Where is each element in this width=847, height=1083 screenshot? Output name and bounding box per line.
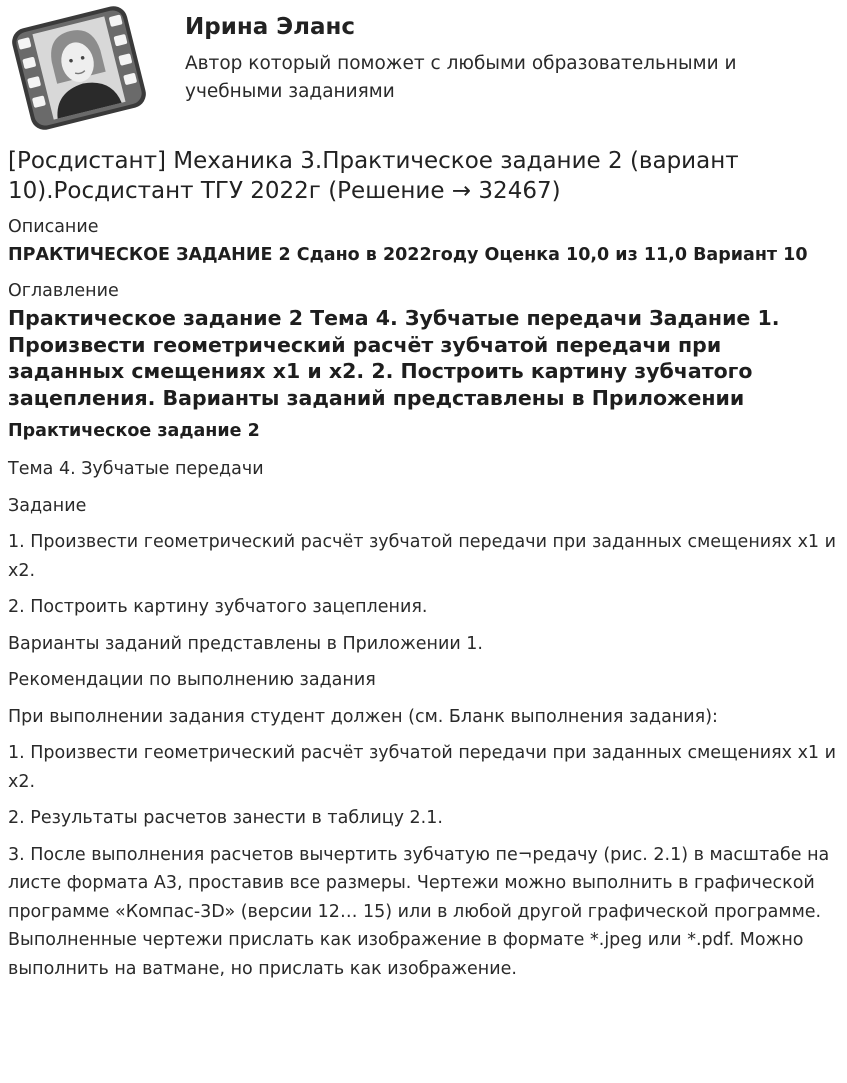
section-title: Практическое задание 2: [8, 421, 260, 441]
author-header: [0, 0, 847, 135]
description-text: ПРАКТИЧЕСКОЕ ЗАДАНИЕ 2 Сдано в 2022году Оценка 10,0 из 11,0 Вариант 10: [8, 245, 808, 265]
paragraph: 3. После выполнения расчетов вычертить зубчатую пе¬редачу (рис. 2.1) в масштабе на листе формата А3, проставив все размеры. Чертежи можно выполнить в графической программе «Компас-3D» (версии 12… 15) или в любой другой графической программе. Выполненные чертежи прислать как изображение в формате *.jpeg или *.pdf. Можно выполнить на ватмане, но прислать как изображение.: [8, 844, 830, 979]
paragraph: 1. Произвести геометрический расчёт зубчатой передачи при заданных смещениях x1 и x2.: [8, 743, 837, 792]
document-content: [8, 146, 843, 983]
document-title: [Росдистант] Механика 3.Практическое задание 2 (вариант 10).Росдистант ТГУ 2022г (Решение → 32467): [8, 148, 739, 204]
paragraph: 2. Построить картину зубчатого зацепления.: [8, 597, 428, 617]
toc-heading: Практическое задание 2 Тема 4. Зубчатые передачи Задание 1. Произвести геометрический расчёт зубчатой передачи при заданных смещениях x1 и x2. 2. Построить картину зубчатого зацепления. Варианты заданий представлены в Приложении: [8, 306, 780, 410]
paragraph: Рекомендации по выполнению задания: [8, 670, 376, 690]
paragraph: Тема 4. Зубчатые передачи: [8, 459, 264, 479]
paragraph: Варианты заданий представлены в Приложении 1.: [8, 633, 483, 654]
description-label: Описание: [8, 217, 99, 237]
author-name[interactable]: Ирина Эланс: [185, 14, 356, 40]
paragraph: 1. Произвести геометрический расчёт зубчатой передачи при заданных смещениях x1 и x2.: [8, 532, 837, 581]
toc-label: Оглавление: [8, 281, 119, 301]
paragraph: Задание: [8, 495, 87, 516]
paragraph: При выполнении задания студент должен (см. Бланк выполнения задания):: [8, 706, 718, 727]
author-description: Автор который поможет с любыми образовательными и учебными заданиями: [185, 53, 737, 102]
author-avatar[interactable]: [6, 6, 152, 130]
paragraph: 2. Результаты расчетов занести в таблицу 2.1.: [8, 808, 443, 828]
